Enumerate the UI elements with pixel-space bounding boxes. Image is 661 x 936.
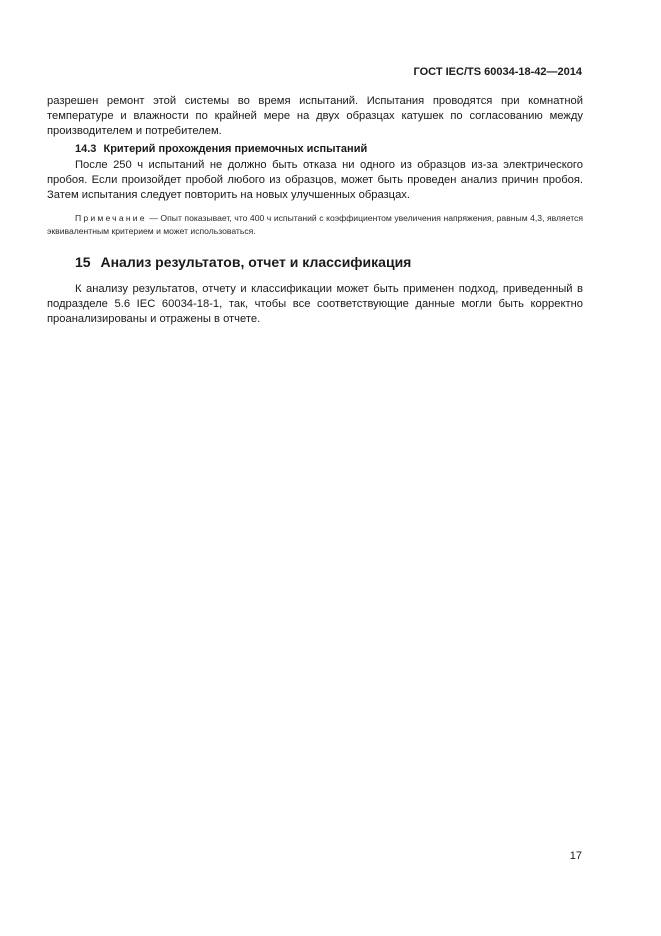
page-content <box>47 94 583 327</box>
document-code-header: ГОСТ IEC/TS 60034-18-42—2014 <box>413 66 582 78</box>
intro-paragraph: разрешен ремонт этой системы во время испытаний. Испытания проводятся при комнатной температуре и влажности по крайней мере на двух образцах катушек по согласованию между производителем и потребителем. <box>47 95 583 137</box>
section-15-heading <box>47 255 583 270</box>
subsection-title: Критерий прохождения приемочных испытаний <box>103 143 368 155</box>
subsection-number: 14.3 <box>75 143 97 155</box>
subsection-14-3-heading <box>47 142 583 157</box>
note-text: — Опыт показывает, что 400 ч испытаний с коэффициентом увеличения напряжения, равным 4,3, является эквивалентным критерием и может использоваться. <box>47 213 583 236</box>
section-15-paragraph: К анализу результатов, отчету и классификации может быть применен подход, приведенный в подразделе 5.6 IEC 60034-18-1, так, чтобы все соответствующие данные могли быть корректно проанализированы и отражены в отчете. <box>47 283 583 325</box>
section-title: Анализ результатов, отчет и классификация <box>100 254 412 270</box>
note <box>47 212 583 238</box>
note-label: Примечание <box>75 213 147 223</box>
subsection-14-3-paragraph: После 250 ч испытаний не должно быть отказа ни одного из образцов из-за электрического пробоя. Если произойдет пробой любого из образцов, может быть проведен анализ причин пробоя. Затем испытания следует повторить на новых улучшенных образцах. <box>47 159 583 201</box>
section-number: 15 <box>75 254 91 270</box>
page-number: 17 <box>569 850 582 862</box>
